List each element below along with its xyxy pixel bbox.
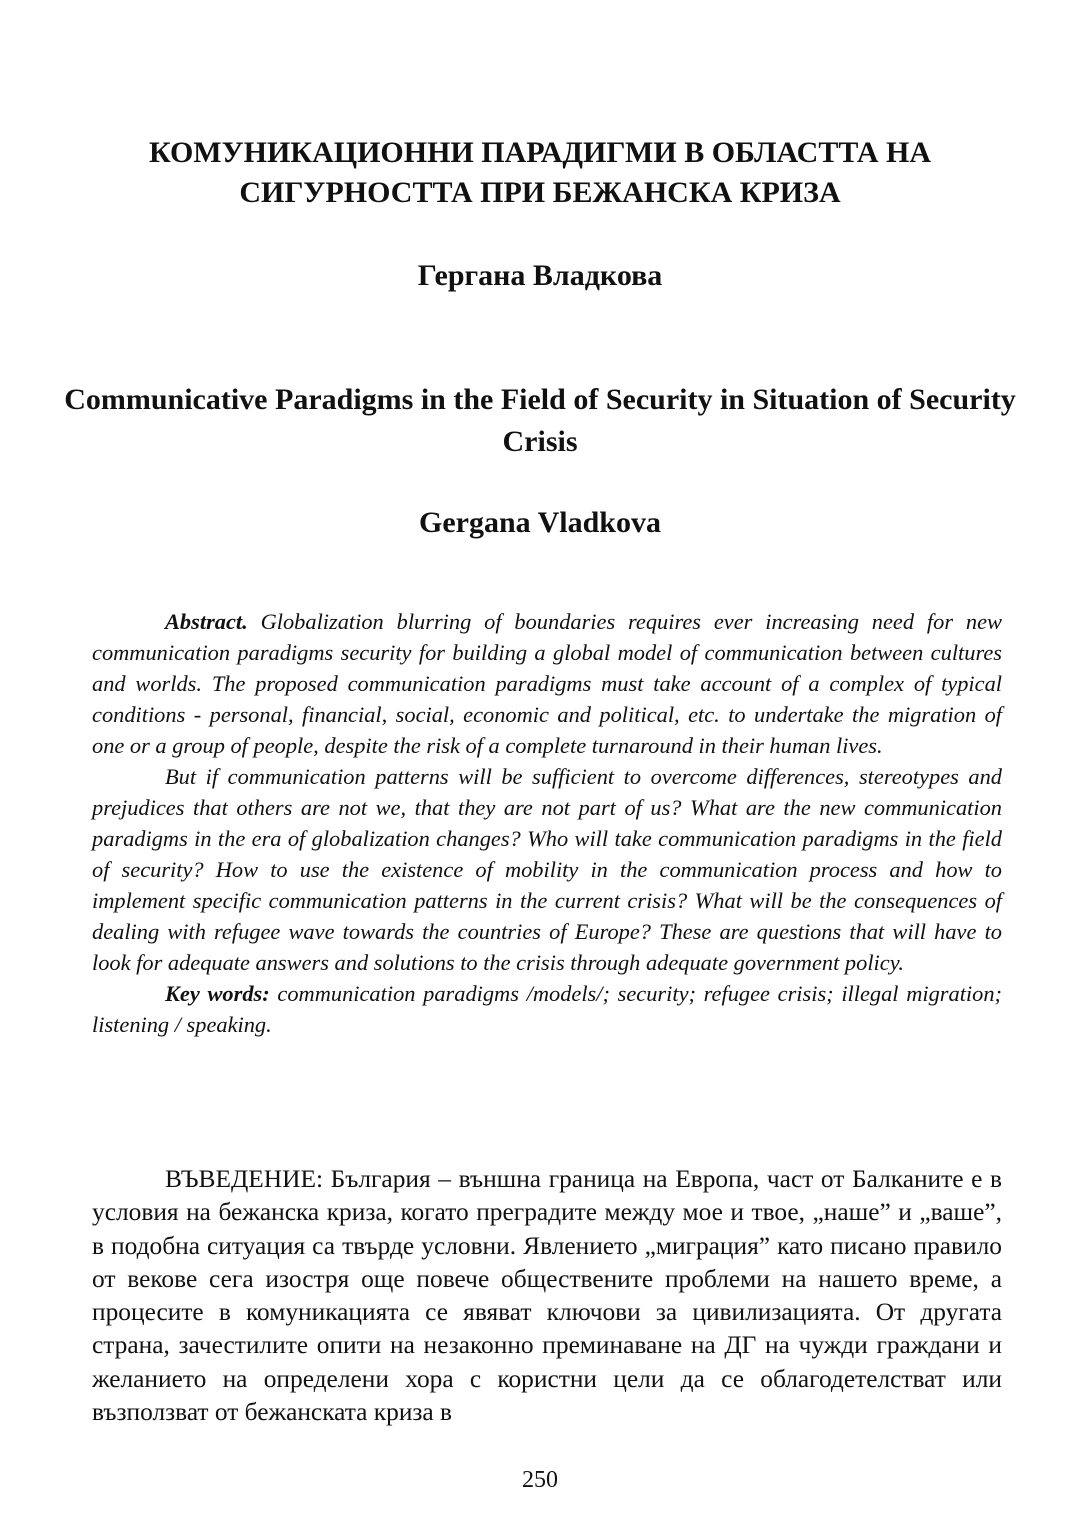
title-english: Communicative Paradigms in the Field of Security in Situation of Security Crisis [64,383,1016,458]
author-bulgarian: Гергана Владкова [417,259,663,292]
title-bulgarian: КОМУНИКАЦИОННИ ПАРАДИГМИ В ОБЛАСТТА НА СИГУРНОСТТА ПРИ БЕЖАНСКА КРИЗА [148,136,932,209]
keywords-label: Key words: [165,981,270,1006]
keywords-text: communication paradigms /models/; security; refugee crisis; illegal migration; listening / speaking. [92,981,1002,1037]
abstract-text-1: Globalization blurring of boundaries requires ever increasing need for new communication paradigms security for building a global model of communication between cultures and worlds. The proposed communication paradigms must take account of a complex of typical conditions - personal, financial, social, economic and political, etc. to undertake the migration of one or a group of people, despite the risk of a complete turnaround in their human lives. [92,609,1002,758]
abstract-paragraph-2: But if communication patterns will be sufficient to overcome differences, stereotypes and prejudices that others are not we, that they are not part of us? What are the new communication paradigms in the era of globalization changes? Who will take communication paradigms in the field of security? How to use the existence of mobility in the communication process and how to implement specific communication patterns in the current crisis? What will be the consequences of dealing with refugee wave towards the countries of Europe? These are questions that will have to look for adequate answers and solutions to the crisis through adequate government policy. [92,764,1002,975]
introduction-paragraph: ВЪВЕДЕНИЕ: България – външна граница на Европа, част от Балканите е в условия на бежанска криза, когато преградите между мое и твое, „наше” и „ваше”, в подобна ситуация са твърде условни. Явлението „миграция” като писано правило от векове сега изостря още повече обществените проблеми на нашето време, а процесите в комуникацията се явяват ключови за цивилизацията. От другата страна, зачестилите опити на незаконно преминаване на ДГ на чужди граждани и желанието на определени хора с користни цели да се облагодетелстват или възползват от бежанската криза в [92,1165,1002,1427]
abstract-label: Abstract. [165,609,248,634]
page-number: 250 [522,1467,558,1493]
author-english: Gergana Vladkova [419,506,661,539]
keywords-paragraph [92,978,1002,1040]
abstract-paragraph-1 [92,606,1002,761]
body-text [92,1163,1002,1429]
abstract [92,606,1002,1040]
